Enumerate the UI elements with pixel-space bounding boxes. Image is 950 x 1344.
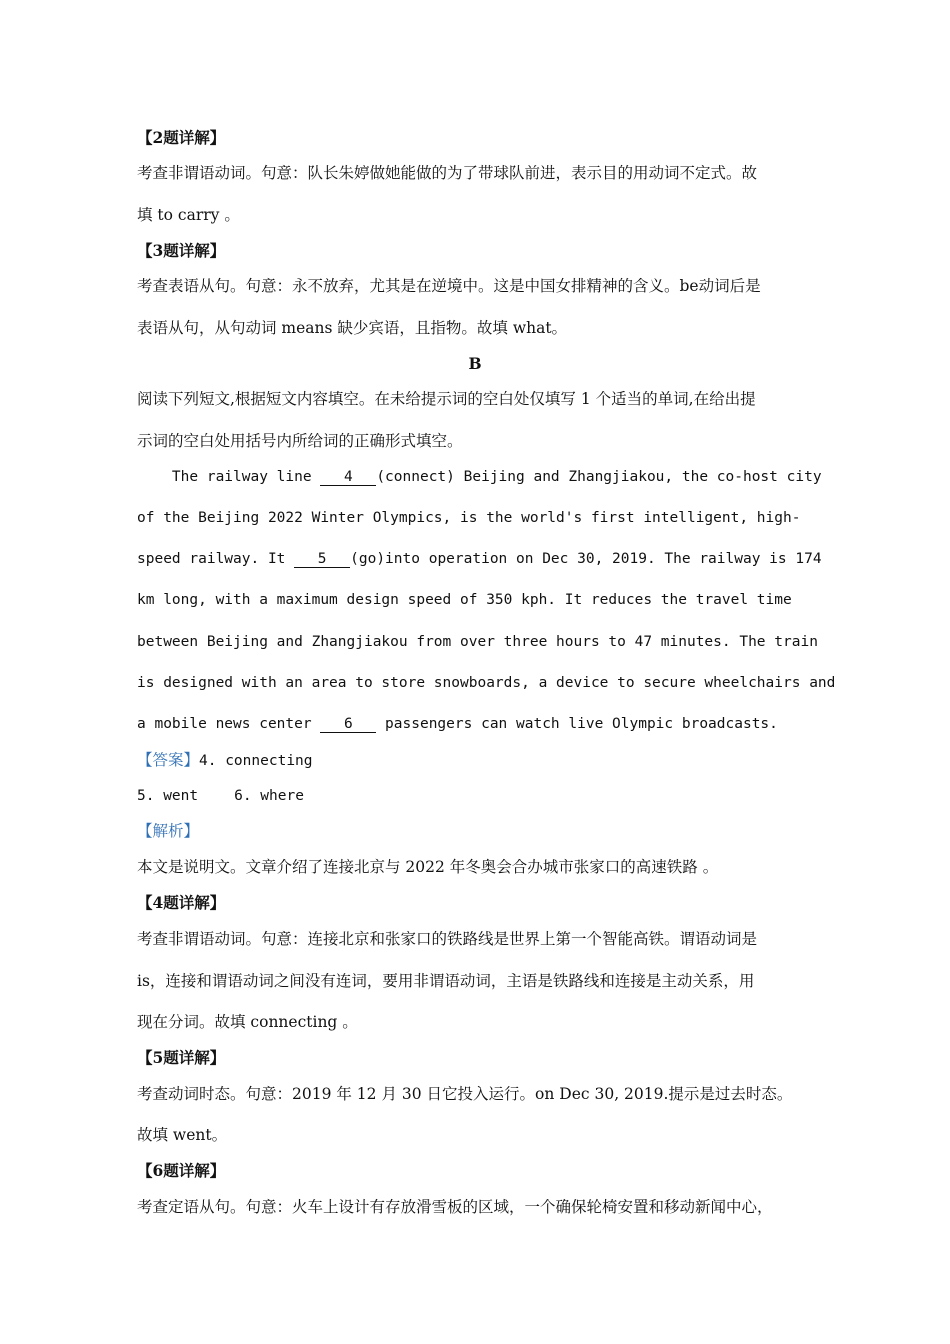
q3-explanation-line-2: 表语从句，从句动词 means 缺少宾语，且指物。故填 what。 bbox=[137, 319, 568, 337]
blank-5: 5 bbox=[294, 551, 350, 568]
analysis-label: 【解析】 bbox=[137, 822, 200, 840]
passage-text: speed railway. It bbox=[137, 551, 295, 567]
section-instruction-line-2: 示词的空白处用括号内所给词的正确形式填空。 bbox=[137, 432, 463, 450]
answer-line-2 bbox=[137, 786, 304, 806]
q6-header: 【6题详解】 bbox=[137, 1161, 226, 1180]
passage-text: The railway line bbox=[137, 469, 321, 485]
answer-label: 【答案】 bbox=[137, 751, 200, 769]
q6-explanation-line-1: 考查定语从句。句意：火车上设计有存放滑雪板的区域，一个确保轮椅安置和移动新闻中心， bbox=[137, 1198, 773, 1216]
section-instruction-line-1: 阅读下列短文,根据短文内容填空。在未给提示词的空白处仅填写 1 个适当的单词,在给出提 bbox=[137, 390, 756, 408]
q2-header: 【2题详解】 bbox=[137, 128, 226, 147]
passage-line-5: between Beijing and Zhangjiakou from over three hours to 47 minutes. The train bbox=[137, 634, 818, 650]
q5-explanation-line-1: 考查动词时态。句意：2019 年 12 月 30 日它投入运行。on Dec 30, 2019.提示是过去时态。 bbox=[137, 1085, 793, 1103]
section-title: B bbox=[468, 354, 482, 373]
q5-header: 【5题详解】 bbox=[137, 1048, 226, 1067]
answer-line bbox=[137, 750, 313, 771]
passage-text: passengers can watch live Olympic broadcasts. bbox=[376, 716, 778, 732]
q4-explanation-line-3: 现在分词。故填 connecting 。 bbox=[137, 1013, 358, 1031]
q3-header: 【3题详解】 bbox=[137, 241, 226, 260]
blank-4: 4 bbox=[320, 469, 376, 486]
blank-6: 6 bbox=[320, 716, 376, 733]
passage-line-4: km long, with a maximum design speed of 350 kph. It reduces the travel time bbox=[137, 592, 792, 608]
passage-line-6: is designed with an area to store snowboards, a device to secure wheelchairs and bbox=[137, 675, 836, 691]
analysis-text: 本文是说明文。文章介绍了连接北京与 2022 年冬奥会合办城市张家口的高速铁路 。 bbox=[137, 858, 719, 876]
passage-text: (connect) Beijing and Zhangjiakou, the co-host city bbox=[376, 469, 822, 485]
passage-line-1 bbox=[137, 467, 822, 487]
passage-line-2: of the Beijing 2022 Winter Olympics, is the world's first intelligent, high- bbox=[137, 510, 801, 526]
q2-explanation-line-2: 填 to carry 。 bbox=[137, 206, 240, 224]
q3-explanation-line-1: 考查表语从句。句意：永不放弃，尤其是在逆境中。这是中国女排精神的含义。be动词后是 bbox=[137, 277, 761, 295]
answer-4: 4. connecting bbox=[199, 753, 313, 769]
q4-explanation-line-1: 考查非谓语动词。句意：连接北京和张家口的铁路线是世界上第一个智能高铁。谓语动词是 bbox=[137, 930, 758, 948]
passage-line-7 bbox=[137, 714, 778, 734]
q2-explanation-line-1: 考查非谓语动词。句意：队长朱婷做她能做的为了带球队前进，表示目的用动词不定式。故 bbox=[137, 164, 758, 182]
answer-5: 5. went bbox=[137, 788, 199, 804]
passage-line-3 bbox=[137, 549, 822, 569]
q5-explanation-line-2: 故填 went。 bbox=[137, 1126, 228, 1144]
passage-text: (go)into operation on Dec 30, 2019. The railway is 174 bbox=[350, 551, 822, 567]
q4-header: 【4题详解】 bbox=[137, 893, 226, 912]
q4-explanation-line-2: is，连接和谓语动词之间没有连词，要用非谓语动词，主语是铁路线和连接是主动关系，用 bbox=[137, 972, 755, 990]
passage-text: a mobile news center bbox=[137, 716, 321, 732]
answer-6: 6. where bbox=[234, 788, 304, 804]
